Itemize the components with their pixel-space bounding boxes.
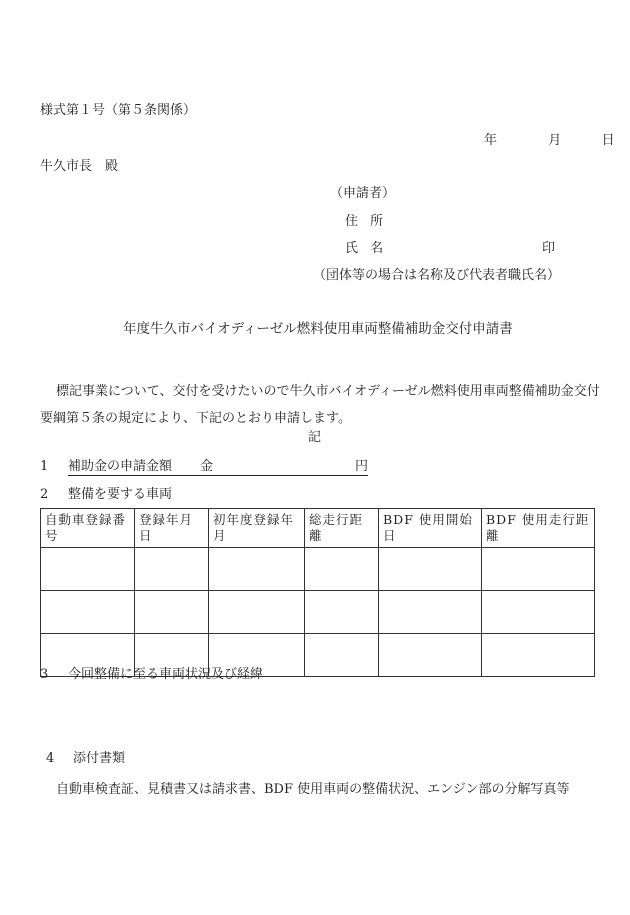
attachments-text: 自動車検査証、見積書又は請求書、BDF 使用車両の整備状況、エンジン部の分解写真等 (56, 782, 570, 797)
body-paragraph (40, 378, 600, 432)
item-1-yen: 円 (355, 459, 369, 474)
attachments-paragraph (40, 776, 600, 803)
date-day-label: 日 (601, 133, 615, 148)
table-cell[interactable] (482, 591, 595, 634)
col-registration-number: 自動車登録番号 (41, 509, 135, 548)
vehicle-table (40, 508, 595, 677)
table-row (41, 591, 595, 634)
name-label: 氏 名 (345, 241, 388, 256)
date-line (484, 134, 615, 147)
col-bdf-start-date: BDF 使用開始日 (379, 509, 482, 548)
form-number-label: 様式第１号（第５条関係） (40, 103, 197, 118)
table-cell[interactable] (379, 634, 482, 677)
table-cell[interactable] (41, 591, 135, 634)
vehicle-table-header-row (41, 509, 595, 548)
item-2-vehicle-heading (40, 488, 172, 501)
item-3-number: 3 (40, 667, 49, 682)
item-1-underline (68, 460, 368, 476)
table-cell[interactable] (379, 591, 482, 634)
table-cell[interactable] (135, 591, 209, 634)
item-3-label: 今回整備に至る車両状況及び経緯 (68, 667, 264, 682)
table-cell[interactable] (482, 548, 595, 591)
item-2-number: 2 (40, 487, 49, 502)
address-label: 住 所 (345, 214, 388, 229)
item-4-attachments (46, 752, 125, 765)
item-4-number: 4 (46, 751, 55, 766)
col-registration-date: 登録年月日 (135, 509, 209, 548)
item-2-label: 整備を要する車両 (68, 487, 173, 502)
addressee: 牛久市長 殿 (40, 159, 119, 174)
item-1-number: 1 (40, 459, 49, 474)
table-cell[interactable] (209, 591, 305, 634)
col-first-registration: 初年度登録年月 (209, 509, 305, 548)
item-1-label: 補助金の申請金額 (68, 459, 173, 474)
organization-note: （団体等の場合は名称及び代表者職氏名） (313, 268, 561, 283)
document-title: 年度牛久市バイオディーゼル燃料使用車両整備補助金交付申請書 (123, 321, 513, 337)
item-1-subsidy-amount (40, 460, 368, 476)
ki-heading: 記 (308, 430, 322, 445)
table-cell[interactable] (135, 548, 209, 591)
item-1-kin: 金 (200, 459, 214, 474)
col-total-mileage: 総走行距離 (305, 509, 379, 548)
item-3-vehicle-status (40, 668, 263, 681)
table-cell[interactable] (209, 548, 305, 591)
table-cell[interactable] (305, 591, 379, 634)
item-4-label: 添付書類 (73, 751, 126, 766)
table-cell[interactable] (379, 548, 482, 591)
table-cell[interactable] (305, 634, 379, 677)
table-cell[interactable] (482, 634, 595, 677)
table-cell[interactable] (41, 548, 135, 591)
date-month-label: 月 (548, 133, 562, 148)
applicant-heading: （申請者） (330, 186, 396, 201)
date-year-label: 年 (484, 133, 498, 148)
table-row (41, 548, 595, 591)
seal-mark: 印 (542, 241, 556, 256)
body-text: 標記事業について、交付を受けたいので牛久市バイオディーゼル燃料使用車両整備補助金交付要綱第５条の規定により、下記のとおり申請します。 (40, 384, 600, 426)
table-cell[interactable] (305, 548, 379, 591)
col-bdf-mileage: BDF 使用走行距離 (482, 509, 595, 548)
